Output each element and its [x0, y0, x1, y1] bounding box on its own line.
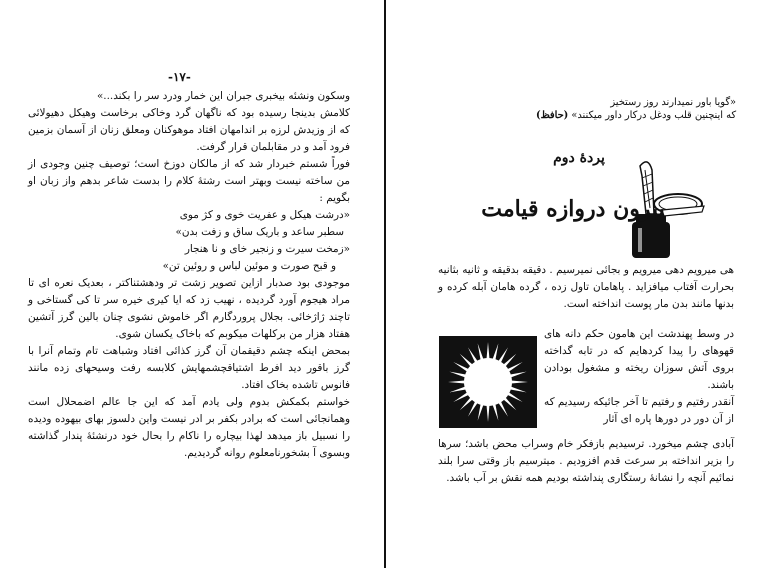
paragraph: بمحض اینکه چشم دقیقمان آن گرز کذائی افتاد وشباهت تام وتمام آنرا با گرز باقور دید افرط اشتیاقچشمهایش کلابسه رفت وسیحهای زده مانند فانوس تاشده بخاک افتاد. — [28, 345, 350, 391]
epigraph-line: «گویا باور نمیدارند روز رستخیز — [610, 97, 736, 108]
right-page-text — [438, 262, 734, 313]
left-page-text — [28, 88, 350, 462]
epigraph-line-text: که اینچنین قلب ودغل درکار داور میکنند» — [571, 110, 736, 121]
right-page-text-wrapped — [544, 326, 734, 428]
paragraph: فوراً شستم خبردار شد که از مالکان دوزخ است؛ توصیف چنین وجودی از من ساخته نیست وبهتر است رشتهٔ کلام را بدست شاعر بدهم واز زبان او بگویم : — [28, 158, 350, 204]
section-label: پردهٔ دوم — [553, 150, 605, 166]
chapter-title: بیرون دروازه قیامت — [481, 196, 665, 222]
poem-line: سطبر ساعد و باریک ساق و زفت بدن» — [175, 226, 344, 238]
epigraph-line — [440, 109, 736, 122]
paragraph: در وسط پهندشت این هامون حکم دانه های قهوهای را پیدا کردهایم که در تابه گداخته بروی آتش سوزان ریخته و مشغول بودادن باشند. — [544, 328, 734, 391]
page-number: -۱۷- — [168, 70, 191, 84]
right-page-text-bottom — [438, 436, 734, 487]
paragraph: هی میرویم دهی میرویم و بجائی نمیرسیم . دقیقه بدقیقه و ثانیه بثانیه بحرارت آفتاب میافزاید . پاهامان تاول زده ، گرده هامان آبله کرده و بدنها مانند بدن مار پوست انداخته است. — [438, 264, 734, 310]
poem-line: «درشت هیکل و عفریت خوی و کژ موی — [179, 209, 350, 221]
paragraph: کلامش بدینجا رسیده بود که ناگهان گرد وخاکی برخاست وهیکل دهیولائی که از وزیدش لرزه بر اندامهان افتاد موهوکنان ومعلق زنان از آسمان بزمین فرود آمد و در مقابلمان قرار گرفت. — [28, 107, 351, 153]
paragraph: وسکون ونشئه بیخبری جبران این خمار ودرد سر را بکند...» — [96, 90, 350, 102]
epigraph-author: (حافظ) — [536, 110, 569, 121]
paragraph: آنقدر رفتیم و رفتیم تا آخر جائیکه رسیدیم که از آن دور در دورها پاره ای آثار — [544, 396, 734, 425]
paragraph: آبادی چشم میخورد. ترسیدیم بازفکر خام وسراب محض باشد؛ سرها را بزیر انداخته بر سرعت قدم افزودیم . میترسیم باز وقتی سرا بلند نمائیم آنچه را نشانهٔ رستگاری پنداشته بودیم همه نقش بر آب باشد. — [438, 438, 734, 484]
paragraph: موجودی بود صدبار ازاین تصویر زشت تر ودهشتناکتر ، بعدیک نعره ای تا مراد هیجوم آورد گردیده ، نهیب زد که ایا کیری خیره سر تا کی گستاخی و تاچند ژاژخائی. بجلال پروردگارم اگر خاموش نشوی چنان بالین گرز آتشین هفتاد هزار من برکلهات میکوبم که باخاک یکسان شوی. — [28, 277, 350, 340]
paragraph: خواستم بکمکش بدوم ولی یادم آمد که این جا عالم اضمحلال است وهمانجائی است که برادر بکفر بر ادر نیست واین دلسوز بهای بیهوده ودیده را نسبیل باز میدهد لهذا بیچاره را ناکام را بحال خود درنشئهٔ پندار گذاشته وبسوی آ بشخورنامعلوم روانه گردیدیم. — [28, 396, 350, 459]
sun-illustration — [439, 336, 537, 428]
poem-line: و قبح صورت و موئین لباس و روئین تن» — [162, 260, 336, 272]
epigraph — [440, 96, 736, 122]
poem-line: «زمخت سیرت و زنجیر خای و نا هنجار — [184, 243, 350, 255]
